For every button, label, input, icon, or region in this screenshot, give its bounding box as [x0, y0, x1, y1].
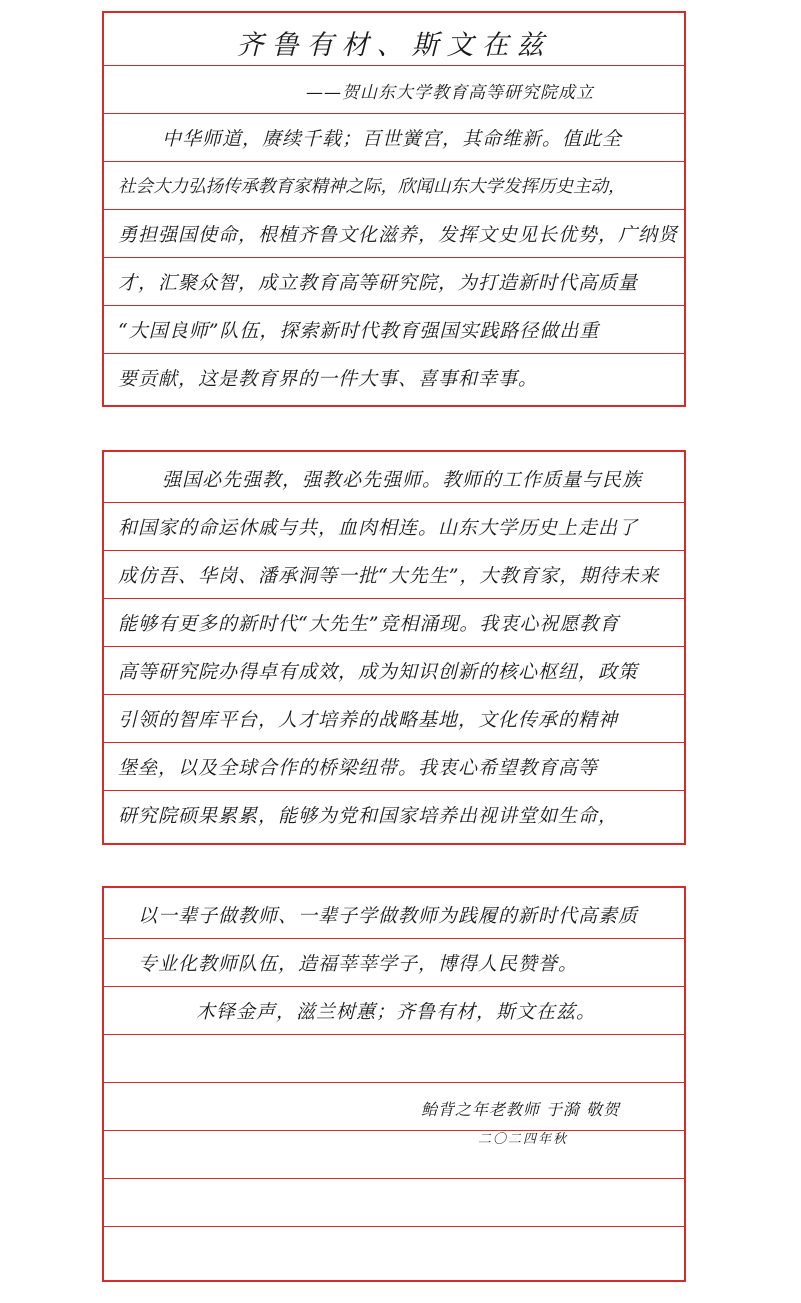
body-line: 勇担强国使命，根植齐鲁文化滋养，发挥文史见长优势，广纳贤: [118, 223, 679, 246]
body-line: 和国家的命运休戚与共，血肉相连。山东大学历史上走出了: [118, 516, 639, 539]
body-line: 高等研究院办得卓有成效，成为知识创新的核心枢纽，政策: [118, 660, 639, 683]
letter-title: 齐鲁有材、斯文在兹: [236, 29, 552, 61]
ruled-line: [104, 65, 684, 66]
body-line: “大国良师”队伍，探索新时代教育强国实践路径做出重: [118, 319, 600, 342]
body-line: 引领的智库平台，人才培养的战略基地，文化传承的精神: [118, 708, 619, 731]
letter-sheet-1: [102, 11, 686, 407]
ruled-line: [104, 1178, 684, 1179]
signature-date: 二〇二四年秋: [477, 1131, 568, 1147]
body-line: 中华师道，赓续千载；百世黉宫，其命维新。值此全: [162, 127, 623, 150]
body-line: 强国必先强教，强教必先强师。教师的工作质量与民族: [162, 468, 643, 491]
body-line: 研究院硕果累累，能够为党和国家培养出视讲堂如生命，: [118, 804, 619, 827]
letter-sheet-2: [102, 450, 686, 845]
closing-line: 木铎金声，滋兰树蕙；齐鲁有材，斯文在兹。: [196, 1000, 597, 1023]
body-line: 才，汇聚众智，成立教育高等研究院，为打造新时代高质量: [118, 271, 639, 294]
body-line: 要贡献，这是教育界的一件大事、喜事和幸事。: [118, 367, 539, 390]
ruled-line: [104, 1034, 684, 1035]
letter-sheet-3: [102, 886, 686, 1282]
ruled-line: [104, 1082, 684, 1083]
body-line: 专业化教师队伍，造福莘莘学子，博得人民赞誉。: [138, 952, 579, 975]
body-line: 社会大力弘扬传承教育家精神之际，欣闻山东大学发挥历史主动，: [118, 176, 626, 197]
body-line: 成仿吾、华岗、潘承洞等一批“大先生”，大教育家，期待未来: [118, 564, 660, 587]
signature: 鲐背之年老教师 于漪 敬贺: [420, 1099, 620, 1119]
body-line: 能够有更多的新时代“大先生”竞相涌现。我衷心祝愿教育: [118, 612, 620, 635]
letter-subtitle: ——贺山东大学教育高等研究院成立: [306, 82, 594, 103]
body-line: 堡垒，以及全球合作的桥梁纽带。我衷心希望教育高等: [118, 756, 599, 779]
ruled-line: [104, 1226, 684, 1227]
body-line: 以一辈子做教师、一辈子学做教师为践履的新时代高素质: [138, 904, 639, 927]
